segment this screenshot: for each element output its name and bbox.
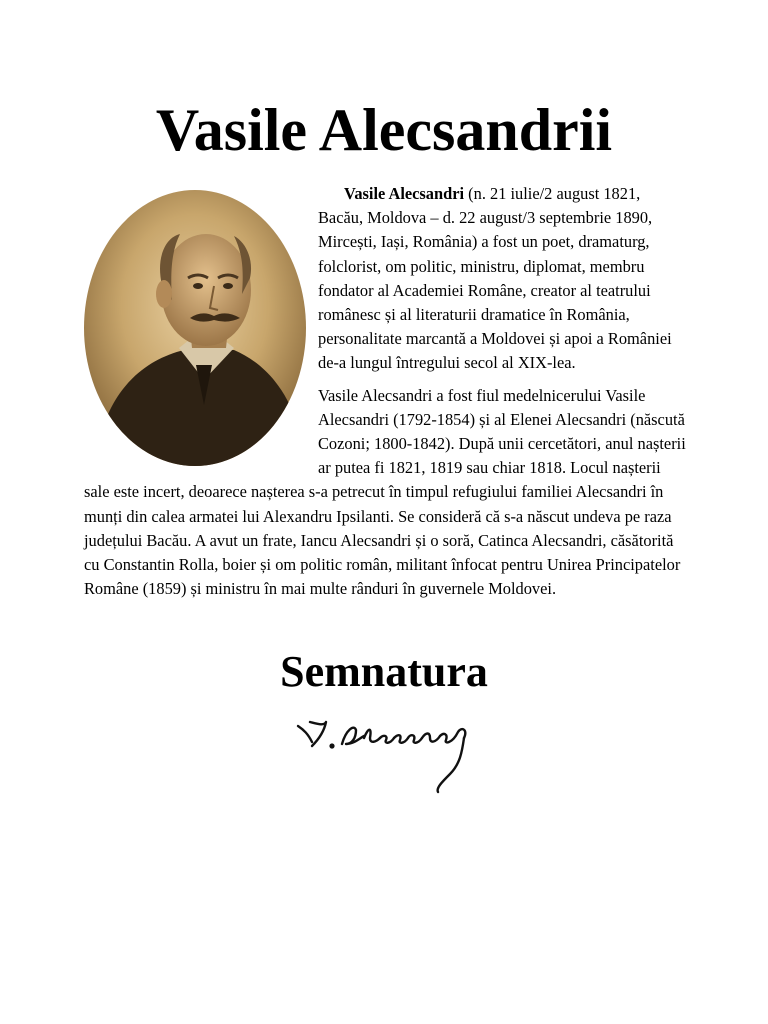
bio-paragraph-2: Vasile Alecsandri a fost fiul medelnicerului Vasile Alecsandri (1792-1854) și al Elenei Alecsandri (născută Cozoni; 1800-1842). După unii cercetători, anul nașterii ar putea fi 1821, 1819 sau chiar 1818. Locul nașterii sale este incert, deoarece nașterea s-a petrecut în timpul refugiului familiei Alecsandri în munți din calea armatei lui Alexandru Ipsilanti. Se consideră că s-a născut undeva pe raza județului Bacău. A avut un frate, Iancu Alecsandri și o soră, Catinca Alecsandri, căsătorită cu Constantin Rolla, boier și om politic român, militant înfocat pentru Unirea Principatelor Române (1859) și ministru în mai multe rânduri în guvernele Moldovei. <box>84 385 686 599</box>
bio-paragraph-1-text: (n. 21 iulie/2 august 1821, Bacău, Moldova – d. 22 august/3 septembrie 1890, Mircești, Iași, România) a fost un poet, dramaturg, folclorist, om politic, ministru, diplomat, membru fondator al Academiei Române, creator al teatrului românesc și al literaturii dramatice în România, personalitate marcantă a Moldovei și apoi a României de-a lungul întregului secol al XIX-lea. <box>318 184 672 373</box>
signature-image <box>290 708 490 800</box>
bio-subject-name: Vasile Alecsandri <box>344 184 465 203</box>
page-title: Vasile Alecsandrii <box>155 97 613 163</box>
biography <box>84 182 686 609</box>
portrait-float-spacer <box>84 182 318 478</box>
signature-heading: Semnatura <box>280 647 488 696</box>
